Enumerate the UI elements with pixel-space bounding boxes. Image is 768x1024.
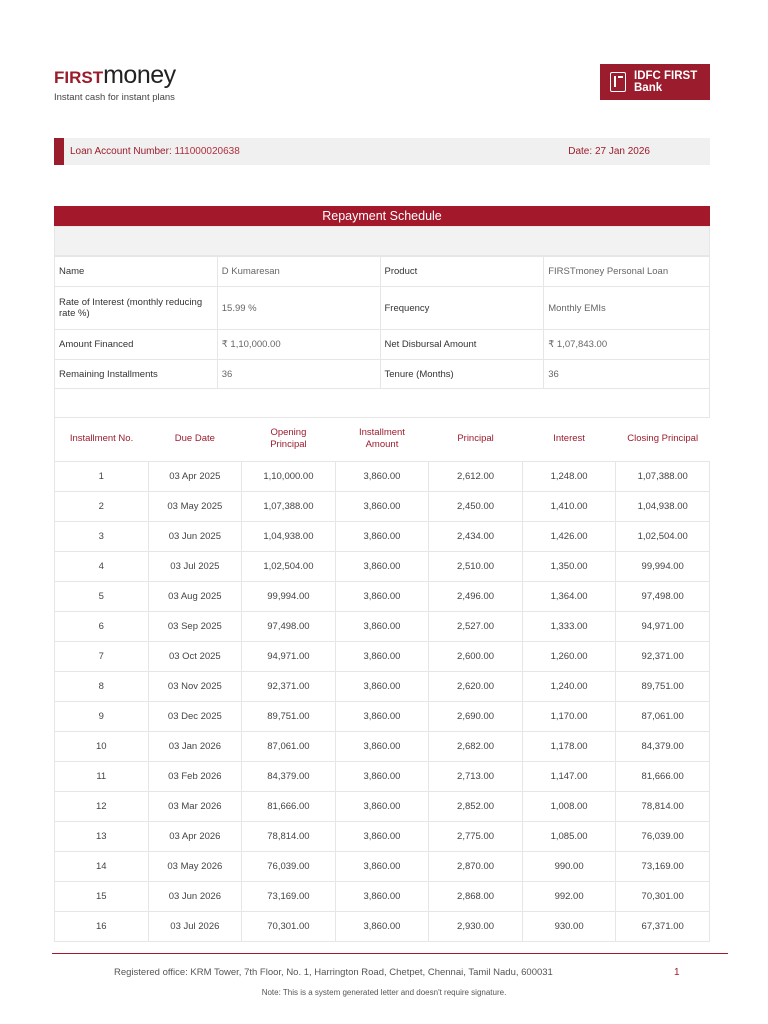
cell-installment-amount: 3,860.00 (335, 641, 429, 671)
cell-installment-amount: 3,860.00 (335, 461, 429, 491)
cell-principal: 2,496.00 (429, 581, 523, 611)
cell-due-date: 03 Jun 2026 (148, 881, 242, 911)
cell-principal: 2,775.00 (429, 821, 523, 851)
cell-installment-no: 7 (55, 641, 149, 671)
info-row (55, 360, 710, 389)
table-row (55, 701, 710, 731)
cell-principal: 2,930.00 (429, 911, 523, 941)
cell-principal: 2,450.00 (429, 491, 523, 521)
cell-opening-principal: 84,379.00 (242, 761, 336, 791)
cell-interest: 1,350.00 (522, 551, 616, 581)
cell-closing-principal: 97,498.00 (616, 581, 710, 611)
cell-installment-amount: 3,860.00 (335, 791, 429, 821)
account-bar (54, 138, 710, 165)
cell-closing-principal: 99,994.00 (616, 551, 710, 581)
cell-opening-principal: 94,971.00 (242, 641, 336, 671)
remaining-installments-value: 36 (217, 360, 380, 389)
cell-principal: 2,870.00 (429, 851, 523, 881)
schedule-header-row (55, 418, 710, 461)
table-row (55, 851, 710, 881)
cell-installment-no: 16 (55, 911, 149, 941)
table-row (55, 791, 710, 821)
cell-installment-no: 10 (55, 731, 149, 761)
info-spacer-band (54, 388, 710, 418)
cell-principal: 2,620.00 (429, 671, 523, 701)
table-row (55, 881, 710, 911)
cell-interest: 1,260.00 (522, 641, 616, 671)
schedule-title: Repayment Schedule (54, 206, 710, 226)
cell-interest: 1,426.00 (522, 521, 616, 551)
cell-interest: 1,333.00 (522, 611, 616, 641)
rate-value: 15.99 % (217, 287, 380, 330)
cell-due-date: 03 Nov 2025 (148, 671, 242, 701)
cell-installment-no: 9 (55, 701, 149, 731)
schedule-body (55, 461, 710, 941)
cell-due-date: 03 Jun 2025 (148, 521, 242, 551)
cell-due-date: 03 Mar 2026 (148, 791, 242, 821)
cell-opening-principal: 89,751.00 (242, 701, 336, 731)
cell-interest: 1,248.00 (522, 461, 616, 491)
footer-divider (52, 953, 728, 954)
frequency-value: Monthly EMIs (544, 287, 710, 330)
cell-opening-principal: 1,10,000.00 (242, 461, 336, 491)
date-value: 27 Jan 2026 (594, 146, 650, 157)
name-value: D Kumaresan (217, 257, 380, 287)
cell-closing-principal: 1,07,388.00 (616, 461, 710, 491)
col-installment-no: Installment No. (55, 418, 149, 461)
bank-name-line1: IDFC FIRST (634, 70, 698, 82)
bank-name-line2: Bank (634, 82, 663, 94)
cell-opening-principal: 87,061.00 (242, 731, 336, 761)
table-row (55, 491, 710, 521)
cell-interest: 1,364.00 (522, 581, 616, 611)
cell-closing-principal: 67,371.00 (616, 911, 710, 941)
title-spacer-band (54, 226, 710, 256)
table-row (55, 551, 710, 581)
remaining-installments-label: Remaining Installments (55, 360, 218, 389)
amount-financed-value: ₹ 1,10,000.00 (217, 330, 380, 360)
cell-installment-amount: 3,860.00 (335, 611, 429, 641)
cell-installment-no: 6 (55, 611, 149, 641)
loan-account-label: Loan Account Number: (70, 146, 172, 157)
cell-closing-principal: 76,039.00 (616, 821, 710, 851)
cell-interest: 1,178.00 (522, 731, 616, 761)
table-row (55, 521, 710, 551)
table-row (55, 761, 710, 791)
cell-closing-principal: 1,02,504.00 (616, 521, 710, 551)
cell-installment-no: 2 (55, 491, 149, 521)
registered-office-address: Registered office: KRM Tower, 7th Floor, No. 1, Harrington Road, Chetpet, Chennai, Tamil Nadu, 600031 (114, 967, 553, 978)
net-disbursal-label: Net Disbursal Amount (380, 330, 544, 360)
cell-installment-amount: 3,860.00 (335, 491, 429, 521)
info-row (55, 330, 710, 360)
cell-interest: 1,008.00 (522, 791, 616, 821)
cell-due-date: 03 Feb 2026 (148, 761, 242, 791)
amount-financed-label: Amount Financed (55, 330, 218, 360)
cell-opening-principal: 1,04,938.00 (242, 521, 336, 551)
logo-wordmark (54, 62, 176, 91)
cell-due-date: 03 May 2025 (148, 491, 242, 521)
product-label: Product (380, 257, 544, 287)
cell-closing-principal: 84,379.00 (616, 731, 710, 761)
cell-opening-principal: 92,371.00 (242, 671, 336, 701)
cell-due-date: 03 Apr 2026 (148, 821, 242, 851)
cell-interest: 1,240.00 (522, 671, 616, 701)
cell-opening-principal: 76,039.00 (242, 851, 336, 881)
cell-opening-principal: 97,498.00 (242, 611, 336, 641)
cell-installment-amount: 3,860.00 (335, 551, 429, 581)
statement-date (568, 146, 650, 157)
rate-label: Rate of Interest (monthly reducing rate %) (55, 287, 218, 330)
loan-account-number: 111000020638 (174, 146, 240, 157)
cell-principal: 2,600.00 (429, 641, 523, 671)
cell-interest: 990.00 (522, 851, 616, 881)
cell-interest: 1,410.00 (522, 491, 616, 521)
logo-first-text: FIRST (54, 68, 104, 87)
info-row (55, 287, 710, 330)
repayment-schedule-table (54, 418, 710, 942)
cell-installment-no: 11 (55, 761, 149, 791)
cell-opening-principal: 1,02,504.00 (242, 551, 336, 581)
col-interest: Interest (522, 418, 616, 461)
bank-name (634, 70, 697, 94)
cell-installment-amount: 3,860.00 (335, 521, 429, 551)
cell-interest: 930.00 (522, 911, 616, 941)
cell-due-date: 03 Jul 2025 (148, 551, 242, 581)
cell-installment-no: 1 (55, 461, 149, 491)
cell-closing-principal: 87,061.00 (616, 701, 710, 731)
cell-due-date: 03 Jul 2026 (148, 911, 242, 941)
loan-info-table (54, 256, 710, 389)
cell-principal: 2,852.00 (429, 791, 523, 821)
col-opening-principal: Opening Principal (242, 418, 336, 461)
cell-closing-principal: 73,169.00 (616, 851, 710, 881)
cell-principal: 2,713.00 (429, 761, 523, 791)
product-value: FIRSTmoney Personal Loan (544, 257, 710, 287)
cell-closing-principal: 89,751.00 (616, 671, 710, 701)
system-generated-note: Note: This is a system generated letter and doesn't require signature. (261, 988, 507, 997)
col-due-date: Due Date (148, 418, 242, 461)
cell-installment-no: 14 (55, 851, 149, 881)
cell-opening-principal: 99,994.00 (242, 581, 336, 611)
table-row (55, 911, 710, 941)
cell-due-date: 03 Dec 2025 (148, 701, 242, 731)
firstmoney-logo (54, 62, 176, 103)
col-principal: Principal (429, 418, 523, 461)
cell-closing-principal: 70,301.00 (616, 881, 710, 911)
cell-principal: 2,434.00 (429, 521, 523, 551)
table-row (55, 671, 710, 701)
cell-installment-amount: 3,860.00 (335, 881, 429, 911)
cell-principal: 2,868.00 (429, 881, 523, 911)
cell-closing-principal: 78,814.00 (616, 791, 710, 821)
cell-due-date: 03 May 2026 (148, 851, 242, 881)
cell-installment-no: 8 (55, 671, 149, 701)
cell-installment-amount: 3,860.00 (335, 821, 429, 851)
cell-installment-amount: 3,860.00 (335, 731, 429, 761)
cell-closing-principal: 92,371.00 (616, 641, 710, 671)
cell-closing-principal: 1,04,938.00 (616, 491, 710, 521)
col-installment-amount: Installment Amount (335, 418, 429, 461)
cell-installment-amount: 3,860.00 (335, 911, 429, 941)
cell-installment-amount: 3,860.00 (335, 761, 429, 791)
date-label: Date: (568, 146, 593, 157)
bank-mark-icon (610, 72, 626, 92)
name-label: Name (55, 257, 218, 287)
cell-due-date: 03 Aug 2025 (148, 581, 242, 611)
col-closing-principal: Closing Principal (616, 418, 710, 461)
tenure-value: 36 (544, 360, 710, 389)
logo-tagline: Instant cash for instant plans (54, 92, 175, 103)
cell-interest: 992.00 (522, 881, 616, 911)
cell-principal: 2,690.00 (429, 701, 523, 731)
cell-installment-no: 4 (55, 551, 149, 581)
cell-installment-amount: 3,860.00 (335, 671, 429, 701)
cell-installment-amount: 3,860.00 (335, 851, 429, 881)
table-row (55, 581, 710, 611)
table-row (55, 641, 710, 671)
cell-interest: 1,085.00 (522, 821, 616, 851)
frequency-label: Frequency (380, 287, 544, 330)
cell-interest: 1,170.00 (522, 701, 616, 731)
cell-closing-principal: 81,666.00 (616, 761, 710, 791)
cell-due-date: 03 Jan 2026 (148, 731, 242, 761)
table-row (55, 461, 710, 491)
cell-opening-principal: 70,301.00 (242, 911, 336, 941)
cell-installment-no: 3 (55, 521, 149, 551)
page-number: 1 (674, 967, 680, 978)
cell-installment-no: 5 (55, 581, 149, 611)
cell-principal: 2,682.00 (429, 731, 523, 761)
idfc-first-bank-logo (600, 64, 710, 100)
cell-installment-amount: 3,860.00 (335, 701, 429, 731)
cell-installment-no: 15 (55, 881, 149, 911)
cell-opening-principal: 78,814.00 (242, 821, 336, 851)
net-disbursal-value: ₹ 1,07,843.00 (544, 330, 710, 360)
cell-opening-principal: 73,169.00 (242, 881, 336, 911)
loan-account (70, 146, 240, 157)
cell-opening-principal: 1,07,388.00 (242, 491, 336, 521)
table-row (55, 611, 710, 641)
cell-due-date: 03 Apr 2025 (148, 461, 242, 491)
cell-interest: 1,147.00 (522, 761, 616, 791)
table-row (55, 821, 710, 851)
cell-due-date: 03 Oct 2025 (148, 641, 242, 671)
cell-due-date: 03 Sep 2025 (148, 611, 242, 641)
cell-closing-principal: 94,971.00 (616, 611, 710, 641)
cell-principal: 2,612.00 (429, 461, 523, 491)
cell-installment-amount: 3,860.00 (335, 581, 429, 611)
tenure-label: Tenure (Months) (380, 360, 544, 389)
table-row (55, 731, 710, 761)
cell-opening-principal: 81,666.00 (242, 791, 336, 821)
cell-installment-no: 13 (55, 821, 149, 851)
cell-principal: 2,527.00 (429, 611, 523, 641)
cell-principal: 2,510.00 (429, 551, 523, 581)
info-row (55, 257, 710, 287)
cell-installment-no: 12 (55, 791, 149, 821)
logo-money-text: money (103, 61, 176, 89)
